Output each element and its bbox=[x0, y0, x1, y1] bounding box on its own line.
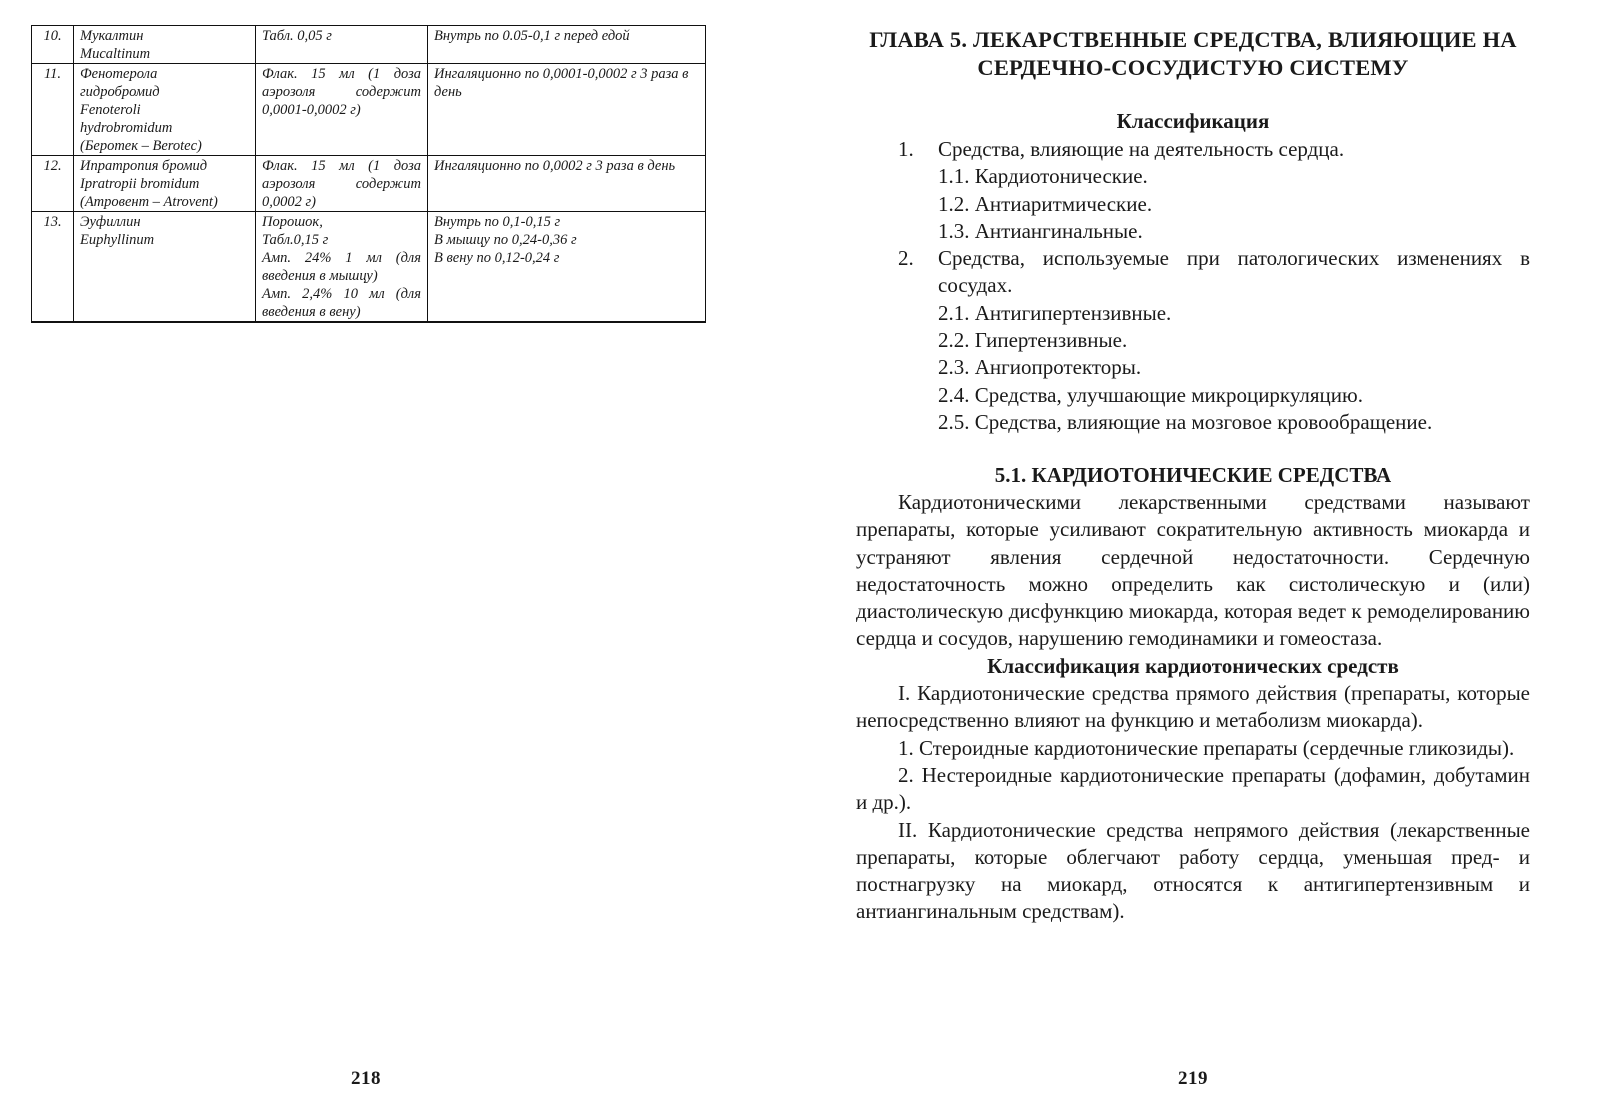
classification-subitem: 2.5. Средства, влияющие на мозговое кровообращение. bbox=[938, 409, 1433, 434]
usage-line: В вену по 0,12-0,24 г bbox=[434, 250, 560, 266]
dosage-form-line: Табл.0,15 г bbox=[262, 232, 329, 248]
usage-line: Внутрь по 0,1-0,15 г bbox=[434, 214, 561, 230]
table-row bbox=[32, 212, 706, 323]
classification-subitem: 2.4. Средства, улучшающие микроциркуляцию. bbox=[938, 382, 1363, 407]
row-number: 11. bbox=[32, 64, 74, 156]
classification-heading: Классификация bbox=[1116, 109, 1270, 133]
drug-name-line: Ipratropii bromidum bbox=[80, 176, 200, 192]
item-number: 2. bbox=[898, 246, 914, 271]
row-number: 13. bbox=[32, 212, 74, 323]
classification-list bbox=[856, 136, 1530, 436]
classification-item bbox=[856, 136, 1530, 163]
usage-cell bbox=[428, 156, 706, 212]
classification-subitem: 2.2. Гипертензивные. bbox=[938, 328, 1128, 353]
table-row bbox=[32, 64, 706, 156]
paragraph: 2. Нестероидные кардиотонические препараты (дофамин, добутамин и др.). bbox=[856, 762, 1530, 815]
drug-name-line: Мукалтин bbox=[80, 28, 144, 44]
dosage-form-line: Табл. 0,05 г bbox=[262, 28, 332, 44]
paragraph: II. Кардиотонические средства непрямого действия (лекарственные препараты, которые облегчают работу сердца, уменьшая пред- и постнагрузку на миокард, относятся к антигипертензивным и антиангинальным средствам). bbox=[856, 817, 1530, 924]
classification-subitem: 2.1. Антигипертензивные. bbox=[938, 300, 1172, 325]
dosage-form-line: Амп. 2,4% 10 мл (для введения в вену) bbox=[262, 286, 421, 320]
usage-cell bbox=[428, 26, 706, 64]
subsection-title: Классификация кардиотонических средств bbox=[987, 653, 1399, 678]
dosage-form-line: Флак. 15 мл (1 доза аэрозоля содержит 0,0002 г) bbox=[262, 158, 421, 210]
dosage-form-line: Порошок, bbox=[262, 214, 323, 230]
drug-name-line: Euphyllinum bbox=[80, 232, 155, 248]
item-text: Средства, влияющие на деятельность сердца. bbox=[938, 137, 1345, 161]
dosage-form-line: Амп. 24% 1 мл (для введения в мышцу) bbox=[262, 250, 421, 284]
drug-name-cell bbox=[74, 64, 256, 156]
chapter-title: ГЛАВА 5. ЛЕКАРСТВЕННЫЕ СРЕДСТВА, ВЛИЯЮЩИЕ НА СЕРДЕЧНО-СОСУДИСТУЮ СИСТЕМУ bbox=[869, 27, 1517, 80]
usage-line: Ингаляционно по 0,0001-0,0002 г 3 раза в день bbox=[434, 66, 689, 100]
drug-name-line: Ипратропия бромид bbox=[80, 158, 208, 174]
row-number: 10. bbox=[32, 26, 74, 64]
drug-name-cell bbox=[74, 26, 256, 64]
paragraph: I. Кардиотонические средства прямого действия (препараты, которые непосредственно влияют на функцию и метаболизм миокарда). bbox=[856, 681, 1530, 733]
dosage-form-line: Флак. 15 мл (1 доза аэрозоля содержит 0,0001-0,0002 г) bbox=[262, 66, 421, 118]
row-number: 12. bbox=[32, 156, 74, 212]
dosage-form-cell bbox=[256, 212, 428, 323]
usage-cell bbox=[428, 212, 706, 323]
classification-item bbox=[856, 245, 1530, 300]
right-page bbox=[800, 0, 1600, 1102]
drug-name-cell bbox=[74, 156, 256, 212]
drug-name-line: Fenoteroli bbox=[80, 102, 141, 118]
classification-subitem: 1.3. Антиангинальные. bbox=[938, 218, 1143, 243]
section-body bbox=[856, 489, 1530, 926]
usage-line: Ингаляционно по 0,0002 г 3 раза в день bbox=[434, 158, 676, 174]
intro-paragraph: Кардиотоническими лекарственными средствами называют препараты, которые усиливают сократительную активность миокарда и устраняют явления сердечной недостаточности. Сердечную недостаточность можно определить как систолическую и (или) диастолическую дисфункцию миокарда, которая ведет к ремоделированию сердца и сосудов, нарушению гемодинамики и гомеостаза. bbox=[856, 490, 1530, 651]
drug-name-line: (Атровент – Atrovent) bbox=[80, 194, 218, 210]
dosage-form-cell bbox=[256, 156, 428, 212]
drug-name-line: Эуфиллин bbox=[80, 214, 141, 230]
classification-subitem: 1.2. Антиаритмические. bbox=[938, 191, 1153, 216]
usage-cell bbox=[428, 64, 706, 156]
section-title: 5.1. КАРДИОТОНИЧЕСКИЕ СРЕДСТВА bbox=[994, 463, 1392, 487]
dosage-form-cell bbox=[256, 64, 428, 156]
drug-name-line: Фенотерола bbox=[80, 66, 158, 82]
drug-name-line: гидробромид bbox=[80, 84, 160, 100]
drug-name-cell bbox=[74, 212, 256, 323]
classification-subitem: 2.3. Ангиопротекторы. bbox=[938, 355, 1142, 380]
classification-subitem: 1.1. Кардиотонические. bbox=[938, 164, 1148, 189]
page-number: 218 bbox=[351, 1068, 381, 1089]
item-number: 1. bbox=[898, 137, 914, 161]
drug-name-line: Mucaltinum bbox=[80, 46, 151, 62]
page-number: 219 bbox=[1178, 1068, 1208, 1089]
table-row bbox=[32, 156, 706, 212]
drug-table bbox=[31, 25, 706, 323]
usage-line: В мышцу по 0,24-0,36 г bbox=[434, 232, 577, 248]
drug-name-line: (Беротек – Berotec) bbox=[80, 138, 202, 154]
dosage-form-cell bbox=[256, 26, 428, 64]
paragraph: 1. Стероидные кардиотонические препараты (сердечные гликозиды). bbox=[898, 735, 1515, 760]
table-row bbox=[32, 26, 706, 64]
item-text: Средства, используемые при патологических изменениях в сосудах. bbox=[938, 246, 1530, 298]
drug-name-line: hydrobromidum bbox=[80, 120, 173, 136]
usage-line: Внутрь по 0.05-0,1 г перед едой bbox=[434, 28, 630, 44]
